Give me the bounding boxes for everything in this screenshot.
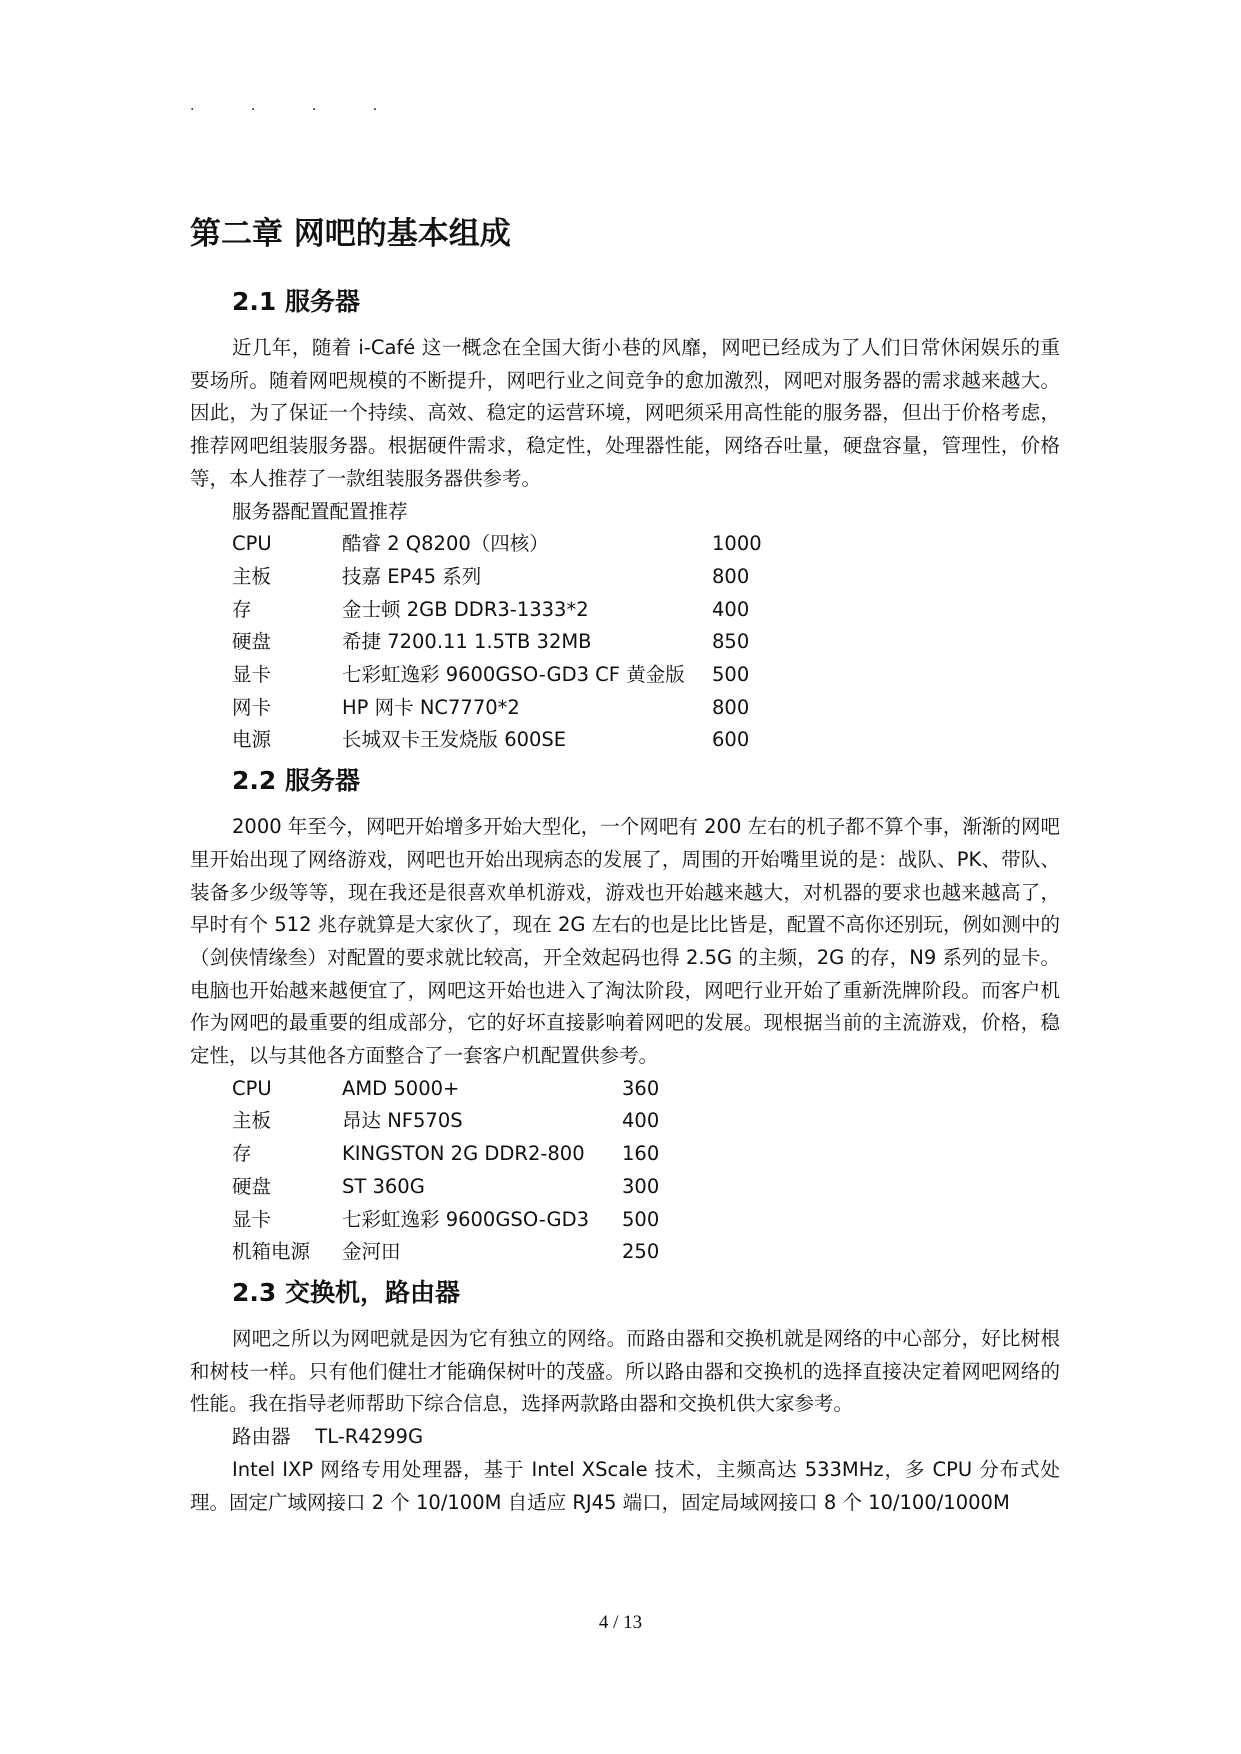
part-cell: CPU xyxy=(232,532,272,556)
part-cell: 电源 xyxy=(232,728,272,752)
table-row xyxy=(232,659,762,692)
header-dots xyxy=(190,98,429,114)
part-cell: 存 xyxy=(232,597,252,621)
part-cell: 显卡 xyxy=(232,663,272,687)
price-cell: 360 xyxy=(622,1076,660,1100)
part-cell: 网卡 xyxy=(232,695,272,719)
price-cell: 800 xyxy=(712,695,750,719)
part-cell: CPU xyxy=(232,1076,272,1100)
page-content xyxy=(190,212,1060,1519)
price-cell: 600 xyxy=(712,728,750,752)
part-cell: 主板 xyxy=(232,564,272,588)
table-row xyxy=(232,1138,659,1171)
table-row xyxy=(232,1105,659,1138)
price-cell: 500 xyxy=(712,663,750,687)
table-row xyxy=(232,561,762,594)
table-row xyxy=(232,692,762,725)
price-cell: 500 xyxy=(622,1207,660,1231)
model-cell: AMD 5000+ xyxy=(342,1076,460,1100)
table-row xyxy=(232,1073,659,1106)
part-cell: 显卡 xyxy=(232,1207,272,1231)
price-cell: 400 xyxy=(712,597,750,621)
section-title-2-3: 2.3 交换机，路由器 xyxy=(232,1277,460,1307)
table-row xyxy=(232,626,762,659)
part-cell: 存 xyxy=(232,1142,252,1166)
model-cell: 七彩虹逸彩 9600GSO-GD3 xyxy=(342,1207,589,1231)
server-config-table xyxy=(232,528,762,757)
section-title-2-1: 2.1 服务器 xyxy=(232,287,360,316)
header-dot: . xyxy=(372,98,378,114)
model-cell: KINGSTON 2G DDR2-800 xyxy=(342,1142,585,1166)
section-2-1-paragraph: 近几年，随着 i-Café 这一概念在全国大街小巷的风靡，网吧已经成为了人们日常休闲娱乐的重要场所。随着网吧规模的不断提升，网吧行业之间竞争的愈加激烈，网吧对服务器的需求越来越大。因此，为了保证一个持续、高效、稳定的运营环境，网吧须采用高性能的服务器，但出于价格考虑，推荐网吧组装服务器。根据硬件需求，稳定性，处理器性能，网络吞吐量，硬盘容量，管理性，价格等，本人推荐了一款组装服务器供参考。 xyxy=(190,336,1060,490)
model-cell: 希捷 7200.11 1.5TB 32MB xyxy=(342,630,592,654)
part-cell: 机箱电源 xyxy=(232,1240,311,1264)
table-row xyxy=(232,1171,659,1204)
price-cell: 850 xyxy=(712,630,750,654)
price-cell: 250 xyxy=(622,1240,660,1264)
server-config-label: 服务器配置配置推荐 xyxy=(232,499,408,523)
page-number: 4 / 13 xyxy=(598,1612,643,1633)
chapter-title: 第二章 网吧的基本组成 xyxy=(190,216,511,252)
model-cell: 酷睿 2 Q8200（四核） xyxy=(342,532,549,556)
model-cell: 技嘉 EP45 系列 xyxy=(342,564,482,588)
price-cell: 1000 xyxy=(712,532,762,556)
table-row xyxy=(232,724,762,757)
model-cell: 长城双卡王发烧版 600SE xyxy=(342,728,567,752)
router-description: Intel IXP 网络专用处理器，基于 Intel XScale 技术，主频高达 533MHz，多 CPU 分布式处理。固定广域网接口 2 个 10/100M 自适应 RJ45 端口，固定局域网接口 8 个 10/100/1000M xyxy=(190,1457,1060,1514)
model-cell: HP 网卡 NC7770*2 xyxy=(342,695,520,719)
router-label: 路由器 TL-R4299G xyxy=(232,1425,424,1449)
table-row xyxy=(232,528,762,561)
section-title-2-2: 2.2 服务器 xyxy=(232,766,360,796)
table-row xyxy=(232,594,762,627)
header-dot: . xyxy=(250,98,256,114)
price-cell: 400 xyxy=(622,1109,660,1133)
table-row xyxy=(232,1204,659,1237)
header-dot: . xyxy=(311,98,317,114)
model-cell: 七彩虹逸彩 9600GSO-GD3 CF 黄金版 xyxy=(342,663,685,687)
price-cell: 300 xyxy=(622,1174,660,1198)
header-dot: . xyxy=(190,98,195,114)
model-cell: 金河田 xyxy=(342,1240,401,1264)
model-cell: 昂达 NF570S xyxy=(342,1109,463,1133)
section-2-3-paragraph: 网吧之所以为网吧就是因为它有独立的网络。而路由器和交换机就是网络的中心部分，好比树根和树枝一样。只有他们健壮才能确保树叶的茂盛。所以路由器和交换机的选择直接决定着网吧网络的性能。我在指导老师帮助下综合信息，选择两款路由器和交换机供大家参考。 xyxy=(190,1326,1060,1416)
price-cell: 800 xyxy=(712,564,750,588)
section-2-2-paragraph: 2000 年至今，网吧开始增多开始大型化，一个网吧有 200 左右的机子都不算个事，渐渐的网吧里开始出现了网络游戏，网吧也开始出现病态的发展了，周围的开始嘴里说的是：战队、PK、带队、装备多少级等等，现在我还是很喜欢单机游戏，游戏也开始越来越大，对机器的要求也越来越高了，早时有个 512 兆存就算是大家伙了，现在 2G 左右的也是比比皆是，配置不高你还别玩，例如测中的（剑侠情缘叁）对配置的要求就比较高，开全效起码也得 2.5G 的主频，2G 的存，N9 系列的显卡。电脑也开始越来越便宜了，网吧这开始也进入了淘汰阶段，网吧行业开始了重新洗牌阶段。而客户机作为网吧的最重要的组成部分，它的好坏直接影响着网吧的发展。现根据当前的主流游戏，价格，稳定性，以与其他各方面整合了一套客户机配置供参考。 xyxy=(190,815,1060,1068)
model-cell: ST 360G xyxy=(342,1174,425,1198)
price-cell: 160 xyxy=(622,1142,660,1166)
part-cell: 硬盘 xyxy=(232,1174,272,1198)
model-cell: 金士顿 2GB DDR3-1333*2 xyxy=(342,597,589,621)
table-row xyxy=(232,1236,659,1269)
part-cell: 主板 xyxy=(232,1109,272,1133)
client-config-table xyxy=(232,1073,659,1269)
part-cell: 硬盘 xyxy=(232,630,272,654)
